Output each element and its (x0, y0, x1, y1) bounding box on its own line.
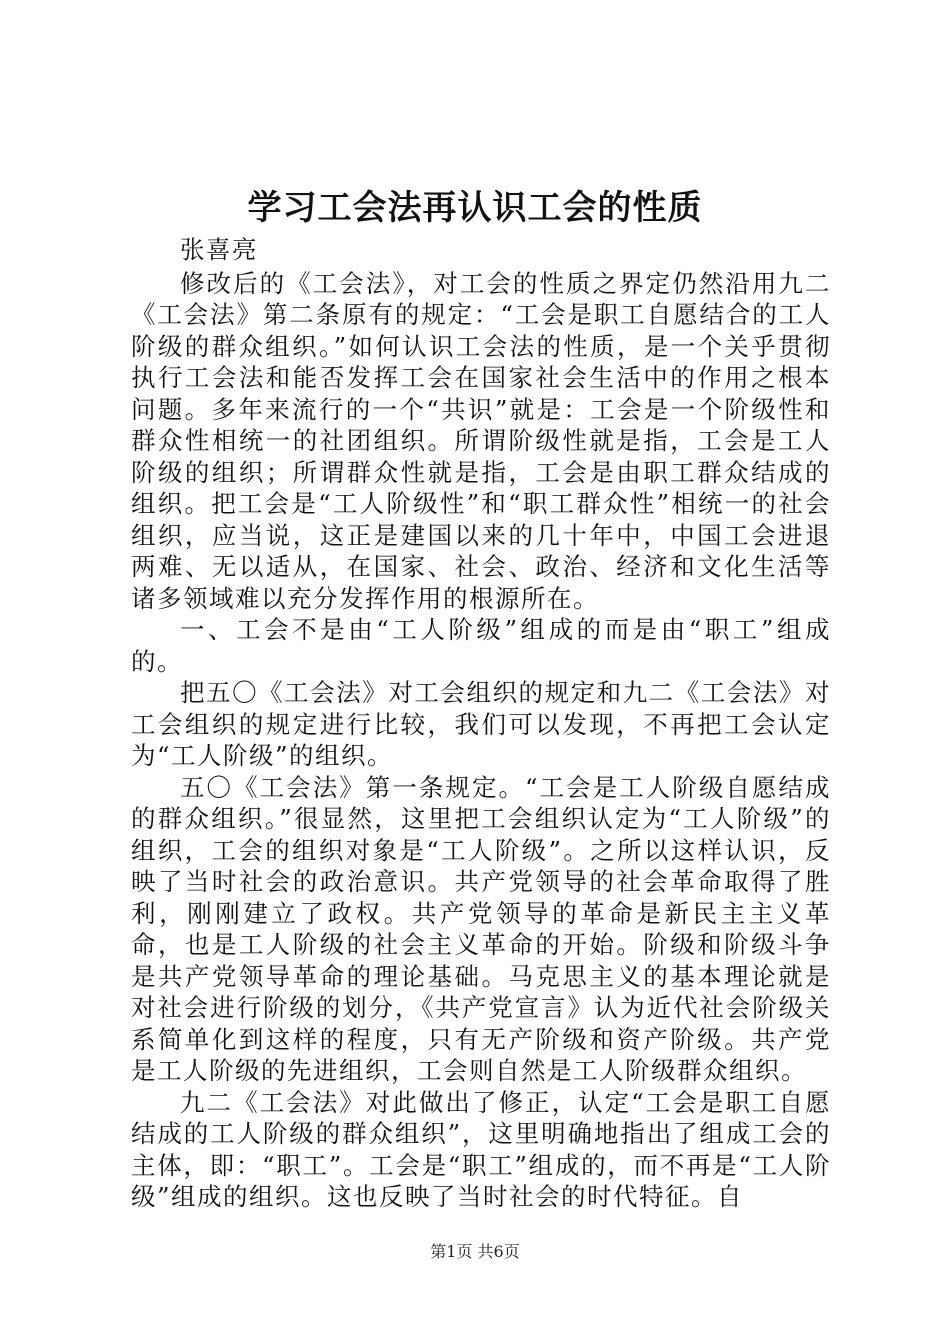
page-number-footer: 第1页 共6页 (430, 1242, 520, 1261)
section-heading-one: 一、工会不是由“工人阶级”组成的而是由“职工”组成的。 (131, 615, 831, 676)
paragraph-intro: 修改后的《工会法》，对工会的性质之界定仍然沿用九二《工会法》第二条原有的规定：“工会是职工自愿结合的工人阶级的群众组织。”如何认识工会法的性质，是一个关乎贯彻执行工会法和能否发挥工会在国家社会生活中的作用之根本问题。多年来流行的一个“共识”就是：工会是一个阶级性和群众性相统一的社团组织。所谓阶级性就是指，工会是工人阶级的组织；所谓群众性就是指，工会是由职工群众结成的组织。把工会是“工人阶级性”和“职工群众性”相统一的社会组织，应当说，这正是建国以来的几十年中，中国工会进退两难、无以适从，在国家、社会、政治、经济和文化生活等诸多领域难以充分发挥作用的根源所在。 (131, 268, 831, 613)
document-body (131, 234, 831, 1213)
author-name: 张喜亮 (180, 235, 258, 264)
paragraph-ninety-two-law: 九二《工会法》对此做出了修正，认定“工会是职工自愿结成的工人阶级的群众组织”，这里明确地指出了组成工会的主体，即：“职工”。工会是“职工”组成的，而不再是“工人阶级”组成的组织。这也反映了当时社会的时代特征。自 (131, 1087, 831, 1211)
paragraph-fifty-law: 五〇《工会法》第一条规定。“工会是工人阶级自愿结成的群众组织。”很显然，这里把工会组织认定为“工人阶级”的组织，工会的组织对象是“工人阶级”。之所以这样认识，反映了当时社会的政治意识。共产党领导的社会革命取得了胜利，刚刚建立了政权。共产党领导的革命是新民主主义革命，也是工人阶级的社会主义革命的开始。阶级和阶级斗争是共产党领导革命的理论基础。马克思主义的基本理论就是对社会进行阶级的划分，《共产党宣言》认为近代社会阶级关系简单化到这样的程度，只有无产阶级和资产阶级。共产党是工人阶级的先进组织，工会则自然是工人阶级群众组织。 (131, 772, 831, 1085)
paragraph-comparison: 把五〇《工会法》对工会组织的规定和九二《工会法》对工会组织的规定进行比较，我们可以发现，不再把工会认定为“工人阶级”的组织。 (131, 678, 831, 770)
document-title: 学习工会法再认识工会的性质 (247, 188, 703, 228)
